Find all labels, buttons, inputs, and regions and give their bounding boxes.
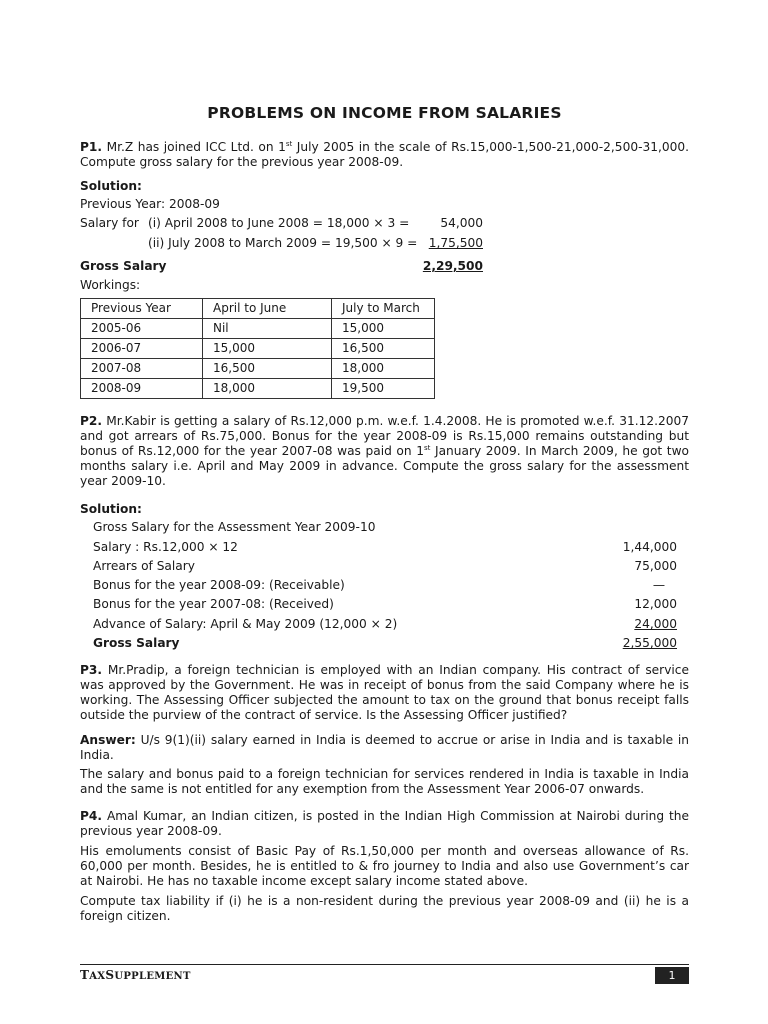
problem-1-label: P1. bbox=[80, 140, 103, 154]
solution-2-heading: Gross Salary for the Assessment Year 2009-10 bbox=[93, 520, 376, 534]
table-header-cell: Previous Year bbox=[81, 299, 203, 319]
problem-1-text: P1. Mr.Z has joined ICC Ltd. on 1st July 2005 in the scale of Rs.15,000-1,500-21,000-2,500-31,000. Compute gross salary for the previous year 2008-09. bbox=[80, 140, 689, 169]
table-header-cell: April to June bbox=[203, 299, 332, 319]
solution-1-label: Solution: bbox=[80, 179, 142, 193]
table-cell: 19,500 bbox=[332, 379, 435, 399]
table-row bbox=[81, 359, 435, 379]
footer-rule bbox=[80, 964, 689, 965]
workings-table bbox=[80, 298, 435, 399]
gross-salary-total: Gross Salary 2,55,000 bbox=[93, 636, 677, 650]
table-cell: 15,000 bbox=[332, 319, 435, 339]
table-row bbox=[81, 339, 435, 359]
table-row bbox=[81, 319, 435, 339]
problem-3-label: P3. bbox=[80, 663, 103, 677]
table-cell: 2008-09 bbox=[81, 379, 203, 399]
problem-4-text-3: Compute tax liability if (i) he is a non-resident during the previous year 2008-09 and (ii) he is a foreign citizen. bbox=[80, 894, 689, 923]
workings-label: Workings: bbox=[80, 278, 141, 292]
table-cell: 2007-08 bbox=[81, 359, 203, 379]
problem-4-label: P4. bbox=[80, 809, 103, 823]
table-cell: 15,000 bbox=[203, 339, 332, 359]
table-cell: Nil bbox=[203, 319, 332, 339]
previous-year: Previous Year: 2008-09 bbox=[80, 197, 220, 211]
salary-line-2-amount: 1,75,500 bbox=[428, 236, 483, 250]
answer-3-text: Answer: U/s 9(1)(ii) salary earned in India is deemed to accrue or arise in India and is taxable in India. bbox=[80, 733, 689, 762]
problem-4-text: P4. Amal Kumar, an Indian citizen, is posted in the Indian High Commission at Nairobi during the previous year 2008-09. bbox=[80, 809, 689, 838]
answer-3-text-2: The salary and bonus paid to a foreign technician for services rendered in India is taxable in India and the same is not entitled for any exemption from the Assessment Year 2006-07 onwards. bbox=[80, 767, 689, 796]
list-item: Arrears of Salary 75,000 bbox=[93, 559, 677, 573]
table-row bbox=[81, 379, 435, 399]
list-item: Bonus for the year 2008-09: (Receivable) — bbox=[93, 578, 665, 592]
salary-line-1: (i) April 2008 to June 2008 = 18,000 × 3 = bbox=[148, 216, 410, 230]
problem-2-text: P2. Mr.Kabir is getting a salary of Rs.12,000 p.m. w.e.f. 1.4.2008. He is promoted w.e.f. 31.12.2007 and got arrears of Rs.75,000. Bonus for the year 2008-09 is Rs.15,000 remains outstanding but bonus of Rs.12,000 for the year 2007-08 was paid on 1st January 2009. In March 2009, he got two months salary i.e. April and May 2009 in advance. Compute the gross salary for the assessment year 2009-10. bbox=[80, 414, 690, 488]
table-cell: 18,000 bbox=[332, 359, 435, 379]
salary-line-2: (ii) July 2008 to March 2009 = 19,500 × 9 = bbox=[148, 236, 418, 250]
table-header-cell: July to March bbox=[332, 299, 435, 319]
page-title: PROBLEMS ON INCOME FROM SALARIES bbox=[207, 104, 562, 122]
page-number: 1 bbox=[655, 967, 689, 984]
gross-salary-amount: 2,29,500 bbox=[422, 259, 483, 273]
list-item: Bonus for the year 2007-08: (Received) 12,000 bbox=[93, 597, 677, 611]
solution-2-label: Solution: bbox=[80, 502, 142, 516]
document-page bbox=[80, 0, 689, 1024]
table-cell: 16,500 bbox=[203, 359, 332, 379]
list-item: Salary : Rs.12,000 × 12 1,44,000 bbox=[93, 540, 677, 554]
table-cell: 18,000 bbox=[203, 379, 332, 399]
list-item: Advance of Salary: April & May 2009 (12,000 × 2) 24,000 bbox=[93, 617, 677, 631]
table-cell: 2005-06 bbox=[81, 319, 203, 339]
table-header-row bbox=[81, 299, 435, 319]
problem-3-text: P3. Mr.Pradip, a foreign technician is employed with an Indian company. His contract of service was approved by the Government. He was in receipt of bonus from the said Company where he is working. The Assessing Officer subjected the amount to tax on the ground that bonus receipt falls outside the purview of the contract of service. Is the Assessing Officer justified? bbox=[80, 663, 689, 722]
salary-for-label: Salary for bbox=[80, 216, 139, 230]
footer-brand: TAXSUPPLEMENT bbox=[80, 968, 191, 982]
problem-2-label: P2. bbox=[80, 414, 103, 428]
answer-3-label: Answer: bbox=[80, 733, 136, 747]
table-cell: 2006-07 bbox=[81, 339, 203, 359]
table-cell: 16,500 bbox=[332, 339, 435, 359]
salary-line-1-amount: 54,000 bbox=[440, 216, 483, 230]
gross-salary-label: Gross Salary bbox=[80, 259, 167, 273]
problem-4-text-2: His emoluments consist of Basic Pay of Rs.1,50,000 per month and overseas allowance of Rs. 60,000 per month. Besides, he is entitled to & fro journey to India and also use Government’s car at Nairobi. He has no taxable income except salary income stated above. bbox=[80, 844, 689, 888]
